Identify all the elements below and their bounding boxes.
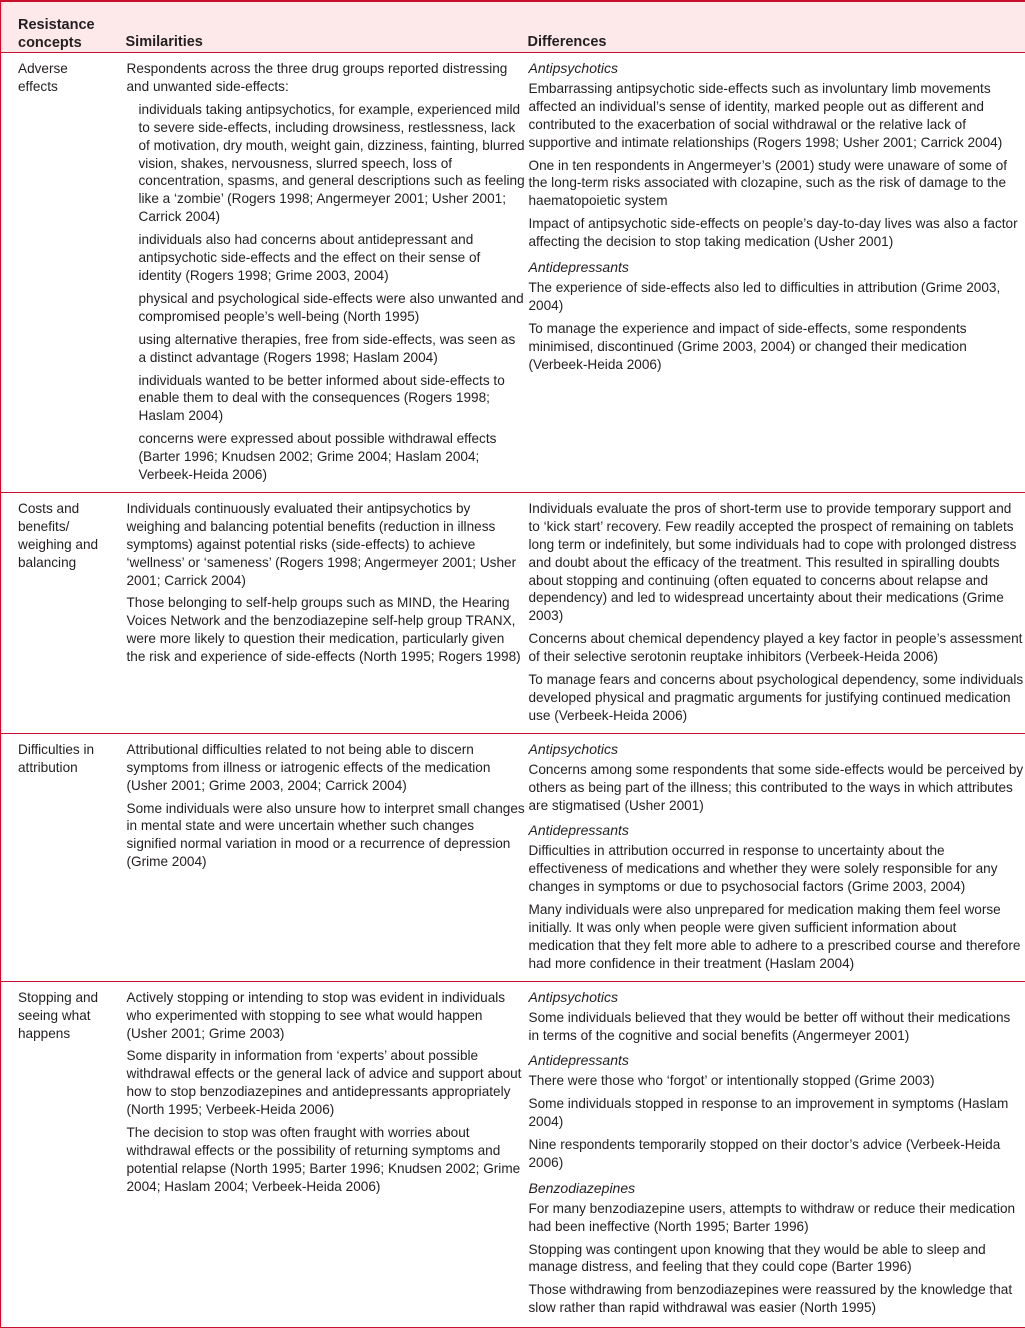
differences-item: To manage the experience and impact of side-effects, some respondents minimised, discontinued (Grime 2003, 2004) or changed their medication (Verbeek-Heida 2006) (529, 320, 1025, 374)
header-similarities: Similarities (126, 1, 528, 53)
drug-group-heading: Antidepressants (529, 822, 1025, 840)
similarities-item: Attributional difficulties related to not being able to discern symptoms from illness or iatrogenic effects of the medication (Usher 2001; Grime 2003, 2004; Carrick 2004) (127, 741, 527, 795)
differences-item: Many individuals were also unprepared for medication making them feel worse initially. It was only when people were given sufficient information about medication that they felt more able to adhere to a prescribed course and therefore had more confidence in their treatment (Haslam 2004) (529, 901, 1025, 973)
differences-item: To manage fears and concerns about psychological dependency, some individuals developed physical and pragmatic arguments for justifying continued medication use (Verbeek-Heida 2006) (529, 671, 1025, 725)
similarities-cell (126, 492, 528, 733)
concept-cell: Costs and benefits/ weighing and balancing (1, 492, 126, 733)
drug-group-heading: Antipsychotics (529, 741, 1025, 759)
drug-group-heading: Antipsychotics (529, 60, 1025, 78)
differences-item: Concerns about chemical dependency played a key factor in people’s assessment of their selective serotonin reuptake inhibitors (Verbeek-Heida 2006) (529, 630, 1025, 666)
concept-cell: Adverse effects (1, 53, 126, 493)
differences-item: Some individuals believed that they would be better off without their medications in terms of the cognitive and social benefits (Angermeyer 2001) (529, 1009, 1025, 1045)
concept-cell: Stopping and seeing what happens (1, 981, 126, 1327)
similarities-item: Actively stopping or intending to stop was evident in individuals who experimented with stopping to see what would happen (Usher 2001; Grime 2003) (127, 989, 527, 1043)
similarities-item: individuals wanted to be better informed about side-effects to enable them to deal with the consequences (Rogers 1998; Haslam 2004) (139, 372, 527, 426)
similarities-item: Some disparity in information from ‘experts’ about possible withdrawal effects or the general lack of advice and support about how to stop benzodiazepines and antidepressants appropriately (North 1995; Verbeek-Heida 2006) (127, 1047, 527, 1119)
similarities-item: individuals taking antipsychotics, for example, experienced mild to severe side-effects, including drowsiness, restlessness, lack of motivation, dry mouth, weight gain, dizziness, fainting, blurred vision, shakes, nervousness, slurred speech, loss of concentration, spasms, and general descriptions such as feeling like a ‘zombie’ (Rogers 1998; Angermeyer 2001; Usher 2001; Carrick 2004) (139, 101, 527, 226)
drug-group-heading: Antidepressants (529, 1052, 1025, 1070)
similarities-cell (126, 733, 528, 981)
differences-cell (528, 53, 1025, 493)
differences-item: One in ten respondents in Angermeyer’s (2001) study were unaware of some of the long-term risks associated with clozapine, such as the risk of damage to the haematopoietic system (529, 157, 1025, 211)
table-header-row (1, 1, 1025, 53)
table-row-difficulties-attribution (1, 733, 1025, 981)
similarities-item: concerns were expressed about possible withdrawal effects (Barter 1996; Knudsen 2002; Grime 2004; Haslam 2004; Verbeek-Heida 2006) (139, 430, 527, 484)
similarities-item: Those belonging to self-help groups such as MIND, the Hearing Voices Network and the benzodiazepine self-help group TRANX, were more likely to question their medication, particularly given the risk and experience of side-effects (North 1995; Rogers 1998) (127, 594, 527, 666)
table-row-costs-benefits (1, 492, 1025, 733)
differences-cell (528, 733, 1025, 981)
similarities-cell (126, 53, 528, 493)
drug-group-heading: Antipsychotics (529, 989, 1025, 1007)
table-row-stopping (1, 981, 1025, 1327)
similarities-item: The decision to stop was often fraught with worries about withdrawal effects or the possibility of returning symptoms and potential relapse (North 1995; Barter 1996; Knudsen 2002; Grime 2004; Haslam 2004; Verbeek-Heida 2006) (127, 1124, 527, 1196)
differences-item: The experience of side-effects also led to difficulties in attribution (Grime 2003, 2004) (529, 279, 1025, 315)
differences-item: Those withdrawing from benzodiazepines were reassured by the knowledge that slow rather than rapid withdrawal was easier (North 1995) (529, 1281, 1025, 1317)
differences-item: Concerns among some respondents that some side-effects would be perceived by others as being part of the illness; this contributed to the ways in which attributes are stigmatised (Usher 2001) (529, 761, 1025, 815)
differences-item: Embarrassing antipsychotic side-effects such as involuntary limb movements affected an individual’s sense of identity, marked people out as different and contributed to the exacerbation of social withdrawal or the relative lack of supportive and intimate relationships (Rogers 1998; Usher 2001; Carrick 2004) (529, 80, 1025, 152)
header-differences: Differences (528, 1, 1025, 53)
similarities-item: individuals also had concerns about antidepressant and antipsychotic side-effects and the effect on their sense of identity (Rogers 1998; Grime 2003, 2004) (139, 231, 527, 285)
differences-item: Stopping was contingent upon knowing that they would be able to sleep and manage distress, and feeling that they could cope (Barter 1996) (529, 1241, 1025, 1277)
differences-item: For many benzodiazepine users, attempts to withdraw or reduce their medication had been ineffective (North 1995; Barter 1996) (529, 1200, 1025, 1236)
similarities-intro: Respondents across the three drug groups reported distressing and unwanted side-effects: (127, 60, 527, 96)
differences-item: Impact of antipsychotic side-effects on people’s day-to-day lives was also a factor affecting the decision to stop taking medication (Usher 2001) (529, 215, 1025, 251)
differences-item: Individuals evaluate the pros of short-term use to provide temporary support and to ‘kick start’ recovery. Few readily accepted the prospect of remaining on tablets long term or indefinitely, but some individuals had to cope with prolonged distress and doubt about the efficacy of the treatment. This resulted in spiralling doubts about stopping and continuing (often equated to concerns about relapse and dependency) and led to widespread uncertainty about their medications (Grime 2003) (529, 500, 1025, 625)
drug-group-heading: Benzodiazepines (529, 1180, 1025, 1198)
similarities-item: Some individuals were also unsure how to interpret small changes in mental state and were uncertain whether such changes signified normal variation in mood or a recurrence of depression (Grime 2004) (127, 800, 527, 872)
differences-item: Difficulties in attribution occurred in response to uncertainty about the effectiveness of medications and whether they were solely responsible for any changes in symptoms or due to psychosocial factors (Grime 2003, 2004) (529, 842, 1025, 896)
similarities-item: physical and psychological side-effects were also unwanted and compromised people’s well-being (North 1995) (139, 290, 527, 326)
similarities-item: Individuals continuously evaluated their antipsychotics by weighing and balancing potential benefits (reduction in illness symptoms) against potential risks (side-effects) to achieve ‘wellness’ or ‘sameness’ (Rogers 1998; Angermeyer 2001; Usher 2001; Carrick 2004) (127, 500, 527, 590)
differences-item: Some individuals stopped in response to an improvement in symptoms (Haslam 2004) (529, 1095, 1025, 1131)
differences-item: Nine respondents temporarily stopped on their doctor’s advice (Verbeek-Heida 2006) (529, 1136, 1025, 1172)
concept-cell: Difficulties in attribution (1, 733, 126, 981)
table-row-adverse-effects (1, 53, 1025, 493)
similarities-item: using alternative therapies, free from side-effects, was seen as a distinct advantage (Rogers 1998; Haslam 2004) (139, 331, 527, 367)
differences-cell (528, 492, 1025, 733)
header-resistance-concepts: Resistance concepts (1, 1, 126, 53)
differences-item: There were those who ‘forgot’ or intentionally stopped (Grime 2003) (529, 1072, 1025, 1090)
differences-cell (528, 981, 1025, 1327)
drug-group-heading: Antidepressants (529, 259, 1025, 277)
similarities-cell (126, 981, 528, 1327)
